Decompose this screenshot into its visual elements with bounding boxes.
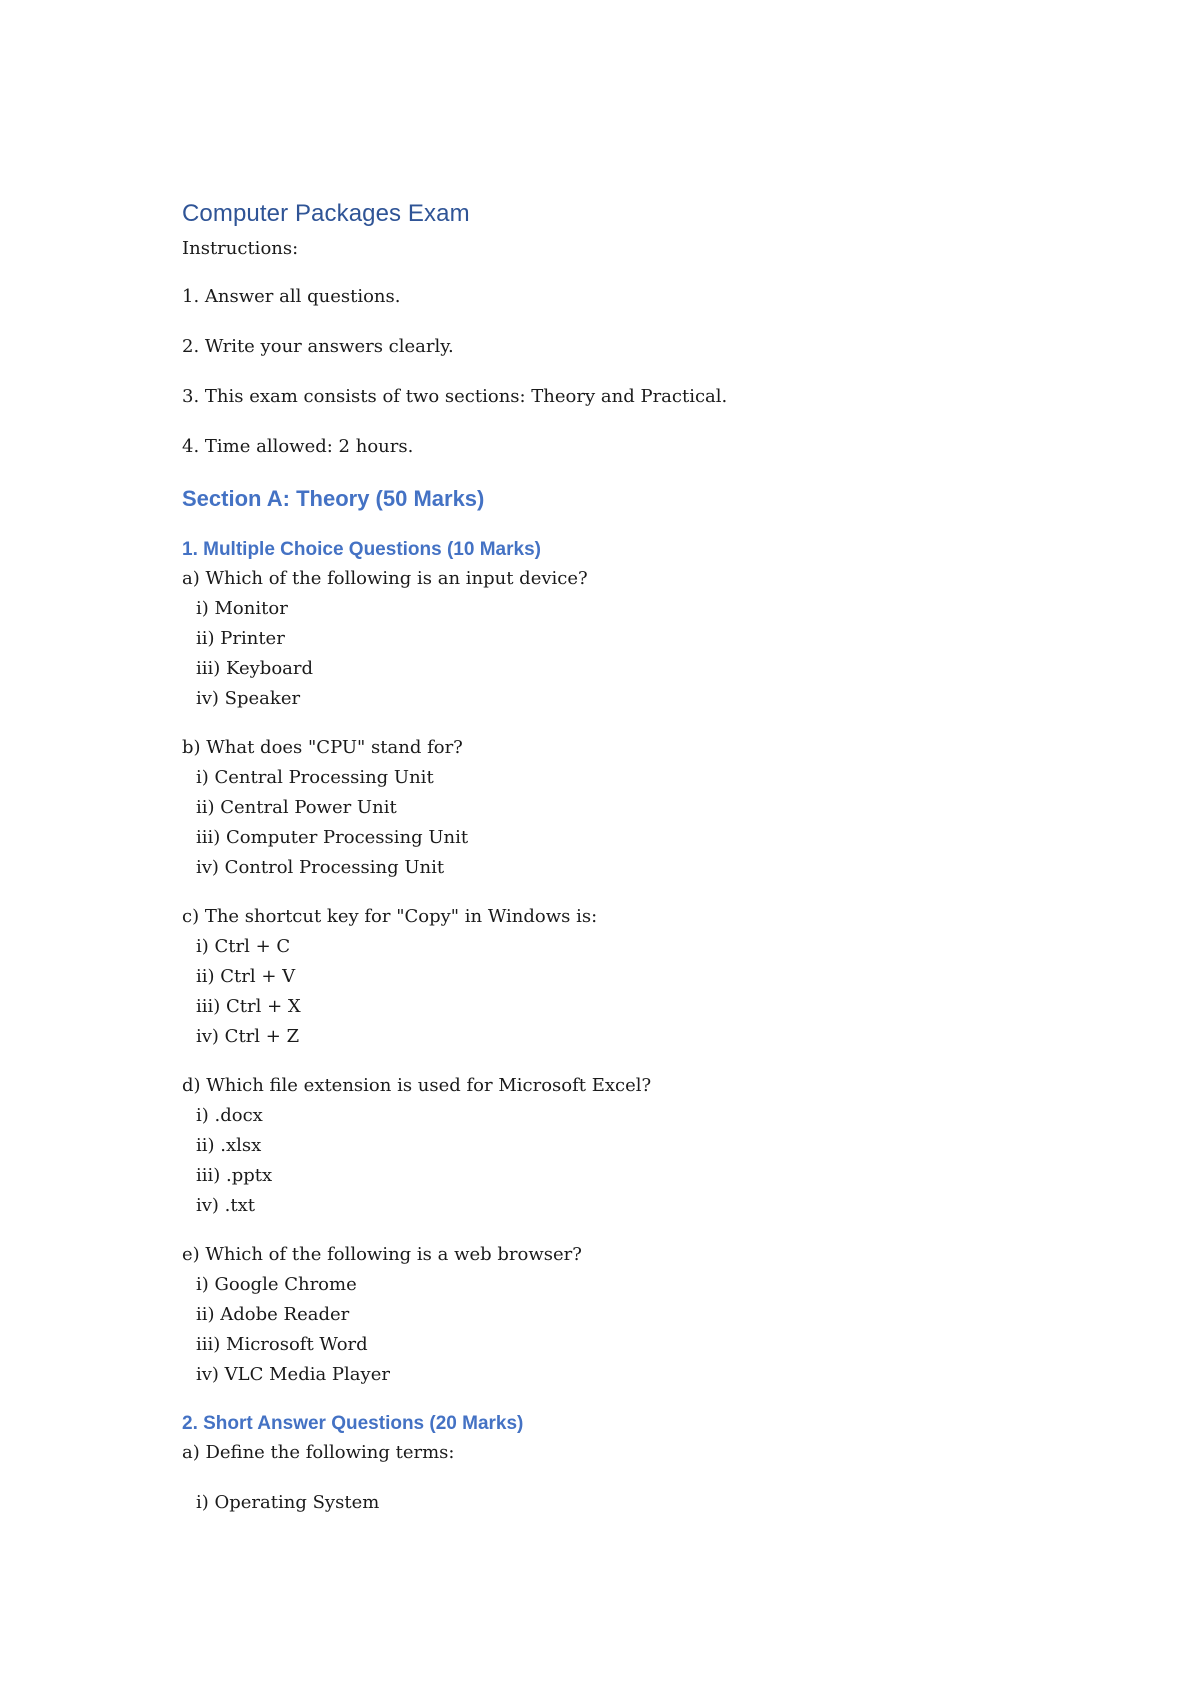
option-item: i) .docx bbox=[196, 1105, 263, 1126]
option-item: i) Monitor bbox=[196, 598, 288, 619]
option-item: ii) .xlsx bbox=[196, 1135, 262, 1156]
option-item: i) Google Chrome bbox=[196, 1274, 357, 1295]
option-item: ii) Central Power Unit bbox=[196, 797, 397, 818]
document-content bbox=[182, 196, 1082, 1518]
option-list bbox=[182, 932, 1082, 1052]
question-text: b) What does "CPU" stand for? bbox=[182, 737, 463, 758]
mcq-heading: 1. Multiple Choice Questions (10 Marks) bbox=[182, 539, 541, 560]
option-list bbox=[182, 1101, 1082, 1221]
mcq-question-a bbox=[182, 564, 1082, 714]
option-item: iii) Computer Processing Unit bbox=[196, 827, 469, 848]
short-answer-term: i) Operating System bbox=[196, 1492, 380, 1513]
short-answer-heading: 2. Short Answer Questions (20 Marks) bbox=[182, 1413, 524, 1434]
instruction-item: 4. Time allowed: 2 hours. bbox=[182, 436, 414, 457]
option-list bbox=[182, 763, 1082, 883]
option-item: iv) Speaker bbox=[196, 688, 301, 709]
option-list bbox=[182, 1270, 1082, 1390]
question-text: e) Which of the following is a web browser? bbox=[182, 1244, 582, 1265]
short-answer-prompt: a) Define the following terms: bbox=[182, 1442, 455, 1463]
question-text: d) Which file extension is used for Microsoft Excel? bbox=[182, 1075, 652, 1096]
option-list bbox=[182, 594, 1082, 714]
option-item: iii) Keyboard bbox=[196, 658, 314, 679]
instructions-label: Instructions: bbox=[182, 238, 299, 259]
option-item: iv) .txt bbox=[196, 1195, 256, 1216]
option-item: iv) Ctrl + Z bbox=[196, 1026, 300, 1047]
option-item: ii) Printer bbox=[196, 628, 285, 649]
mcq-question-d bbox=[182, 1071, 1082, 1221]
option-item: iii) .pptx bbox=[196, 1165, 273, 1186]
mcq-question-e bbox=[182, 1240, 1082, 1390]
option-item: i) Central Processing Unit bbox=[196, 767, 434, 788]
option-item: iv) Control Processing Unit bbox=[196, 857, 445, 878]
section-a-heading: Section A: Theory (50 Marks) bbox=[182, 486, 485, 511]
instruction-item: 2. Write your answers clearly. bbox=[182, 336, 454, 357]
question-text: a) Which of the following is an input device? bbox=[182, 568, 588, 589]
option-item: ii) Adobe Reader bbox=[196, 1304, 350, 1325]
exam-title: Computer Packages Exam bbox=[182, 200, 470, 227]
question-text: c) The shortcut key for "Copy" in Windows is: bbox=[182, 906, 598, 927]
option-item: iii) Ctrl + X bbox=[196, 996, 301, 1017]
option-item: ii) Ctrl + V bbox=[196, 966, 296, 987]
option-item: iv) VLC Media Player bbox=[196, 1364, 390, 1385]
option-item: i) Ctrl + C bbox=[196, 936, 291, 957]
mcq-question-b bbox=[182, 733, 1082, 883]
mcq-question-c bbox=[182, 902, 1082, 1052]
instructions-list bbox=[182, 282, 1082, 462]
instruction-item: 1. Answer all questions. bbox=[182, 286, 401, 307]
instruction-item: 3. This exam consists of two sections: Theory and Practical. bbox=[182, 386, 728, 407]
option-item: iii) Microsoft Word bbox=[196, 1334, 368, 1355]
